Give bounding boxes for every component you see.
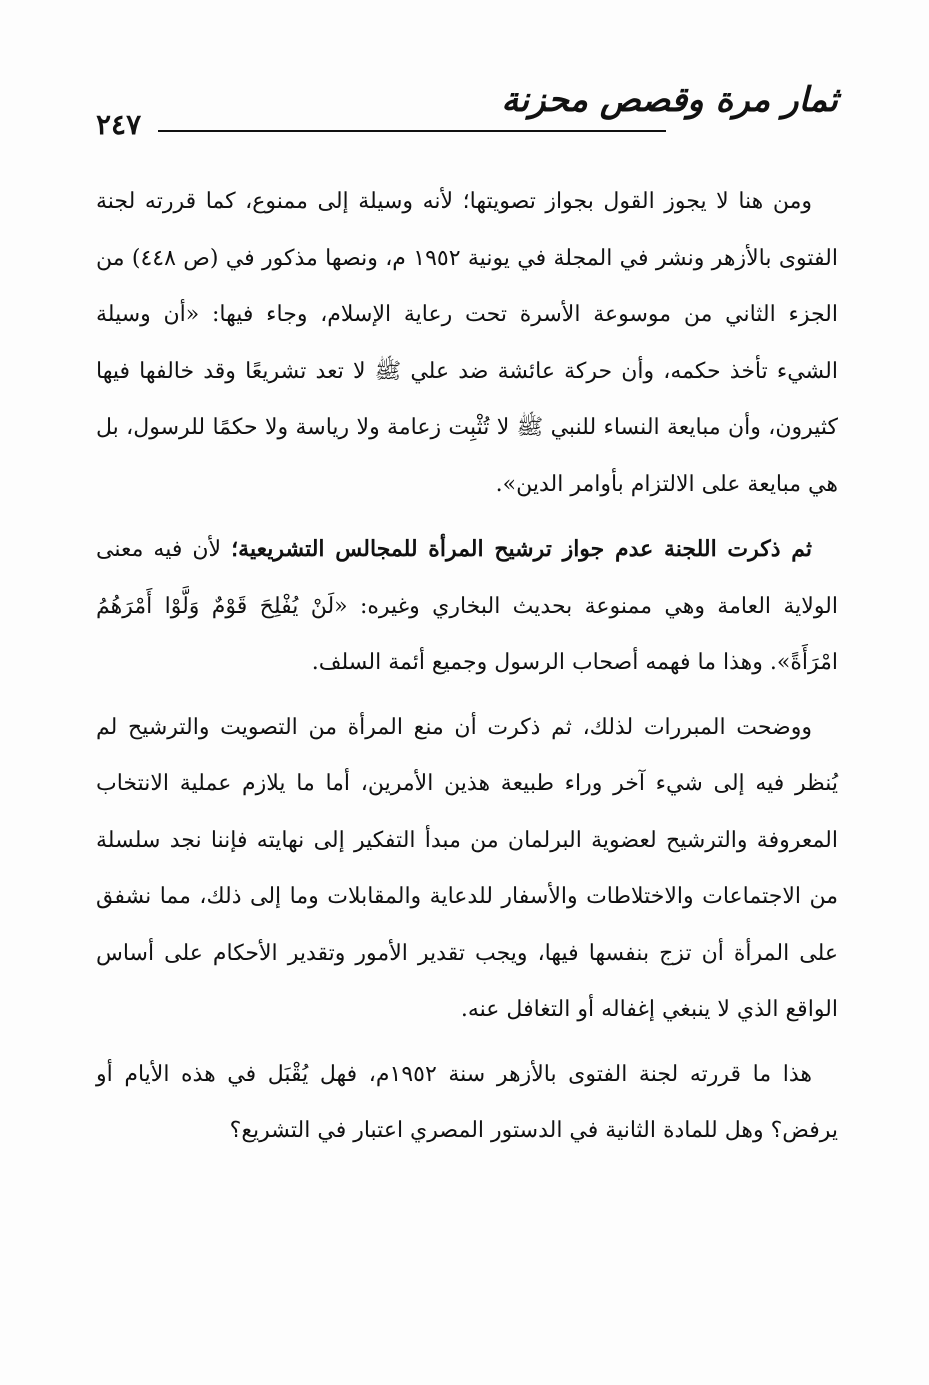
paragraph-4 <box>96 1047 838 1160</box>
paragraph-3 <box>96 700 838 1039</box>
header-rule <box>158 130 666 132</box>
book-title: ثمار مرة وقصص محزنة <box>501 80 838 120</box>
paragraph-2-text: لأن فيه معنى الولاية العامة وهي ممنوعة بحديث البخاري وغيره: «لَنْ يُفْلِحَ قَوْمٌ وَلَّوْا أَمْرَهُمُ امْرَأَةً». وهذا ما فهمه أصحاب الرسول وجميع أئمة السلف. <box>96 537 838 675</box>
page-number: ٢٤٧ <box>96 108 142 141</box>
paragraph-1-text: ومن هنا لا يجوز القول بجواز تصويتها؛ لأنه وسيلة إلى ممنوع، كما قررته لجنة الفتوى بالأزهر ونشر في المجلة في يونية ١٩٥٢ م، ونصها مذكور في (ص ٤٤٨) من الجزء الثاني من موسوعة الأسرة تحت رعاية الإسلام، وجاء فيها: «أن وسيلة الشيء تأخذ حكمه، وأن حركة عائشة ضد علي ﷺ لا تعد تشريعًا وقد خالفها فيها كثيرون، وأن مبايعة النساء للنبي ﷺ لا تُثْبِت زعامة ولا رياسة ولا حكمًا للرسول، بل هي مبايعة على الالتزام بأوامر الدين». <box>96 189 838 497</box>
paragraph-1 <box>96 174 838 513</box>
page-header <box>96 78 838 148</box>
paragraph-3-text: ووضحت المبررات لذلك، ثم ذكرت أن منع المرأة من التصويت والترشيح لم يُنظر فيه إلى شيء آخر وراء طبيعة هذين الأمرين، أما ما يلازم عملية الانتخاب المعروفة والترشيح لعضوية البرلمان من مبدأ التفكير إلى نهايته فإننا نجد سلسلة من الاجتماعات والاختلاطات والأسفار للدعاية والمقابلات وما إلى ذلك، مما نشفق على المرأة أن تزج بنفسها فيها، ويجب تقدير الأمور وتقدير الأحكام على أساس الواقع الذي لا ينبغي إغفاله أو التغافل عنه. <box>96 714 838 1022</box>
paragraph-4-text: هذا ما قررته لجنة الفتوى بالأزهر سنة ١٩٥٢م، فهل يُقْبَل في هذه الأيام أو يرفض؟ وهل للمادة الثانية في الدستور المصري اعتبار في التشريع؟ <box>96 1061 838 1143</box>
body-text <box>96 174 838 1168</box>
paragraph-2 <box>96 521 838 692</box>
paragraph-2-lead: ثم ذكرت اللجنة عدم جواز ترشيح المرأة للمجالس التشريعية؛ <box>231 536 812 562</box>
